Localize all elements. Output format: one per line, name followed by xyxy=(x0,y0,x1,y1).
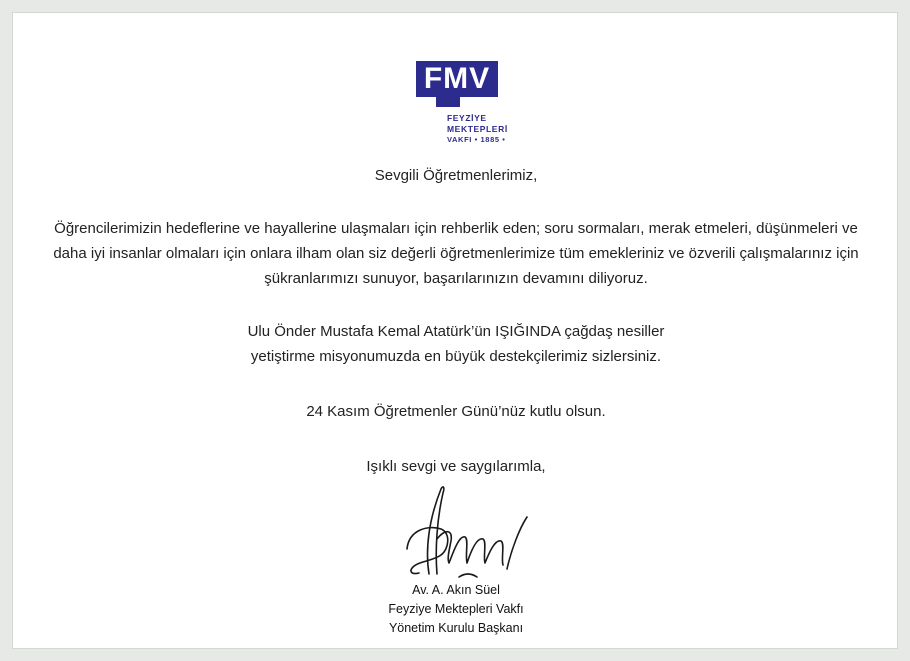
signatory-organization: Feyziye Mektepleri Vakfı xyxy=(388,602,524,616)
logo-mark: FMV xyxy=(416,61,498,97)
closing-line: Işıklı sevgi ve saygılarımla, xyxy=(366,458,546,475)
handwritten-signature xyxy=(389,479,539,589)
signatory-title: Yönetim Kurulu Başkanı xyxy=(388,621,524,635)
logo-line-3: VAKFI • 1885 • xyxy=(447,135,506,144)
logo-line-1: FEYZİYE xyxy=(447,113,487,123)
letter-card xyxy=(12,12,898,649)
logo-stripe xyxy=(436,97,460,107)
logo-line-2: MEKTEPLERİ xyxy=(447,124,508,134)
paragraph-gratitude: Öğrencilerimizin hedeflerine ve hayallerine ulaşmaları için rehberlik eden; soru sormaları, merak etmeleri, düşünmeleri ve daha iyi insanlar olmaları için onlara ilham olan siz değerli öğretmenlerimize tüm emekleriniz ve özverili çalışmalarınız için şükranlarımızı sunuyor, başarılarınızın devamını diliyoruz. xyxy=(53,220,859,287)
signatory-name: Av. A. Akın Süel xyxy=(412,583,500,597)
greeting: Sevgili Öğretmenlerimiz, xyxy=(374,167,538,184)
paragraph-mission: Ulu Önder Mustafa Kemal Atatürk’ün IŞIĞINDA çağdaş nesiller yetiştirme misyonumuzda en büyük destekçilerimiz sizlersiniz. xyxy=(247,323,665,365)
paragraph-celebration: 24 Kasım Öğretmenler Günü’nüz kutlu olsun. xyxy=(306,403,606,420)
fmv-logo xyxy=(416,61,536,161)
